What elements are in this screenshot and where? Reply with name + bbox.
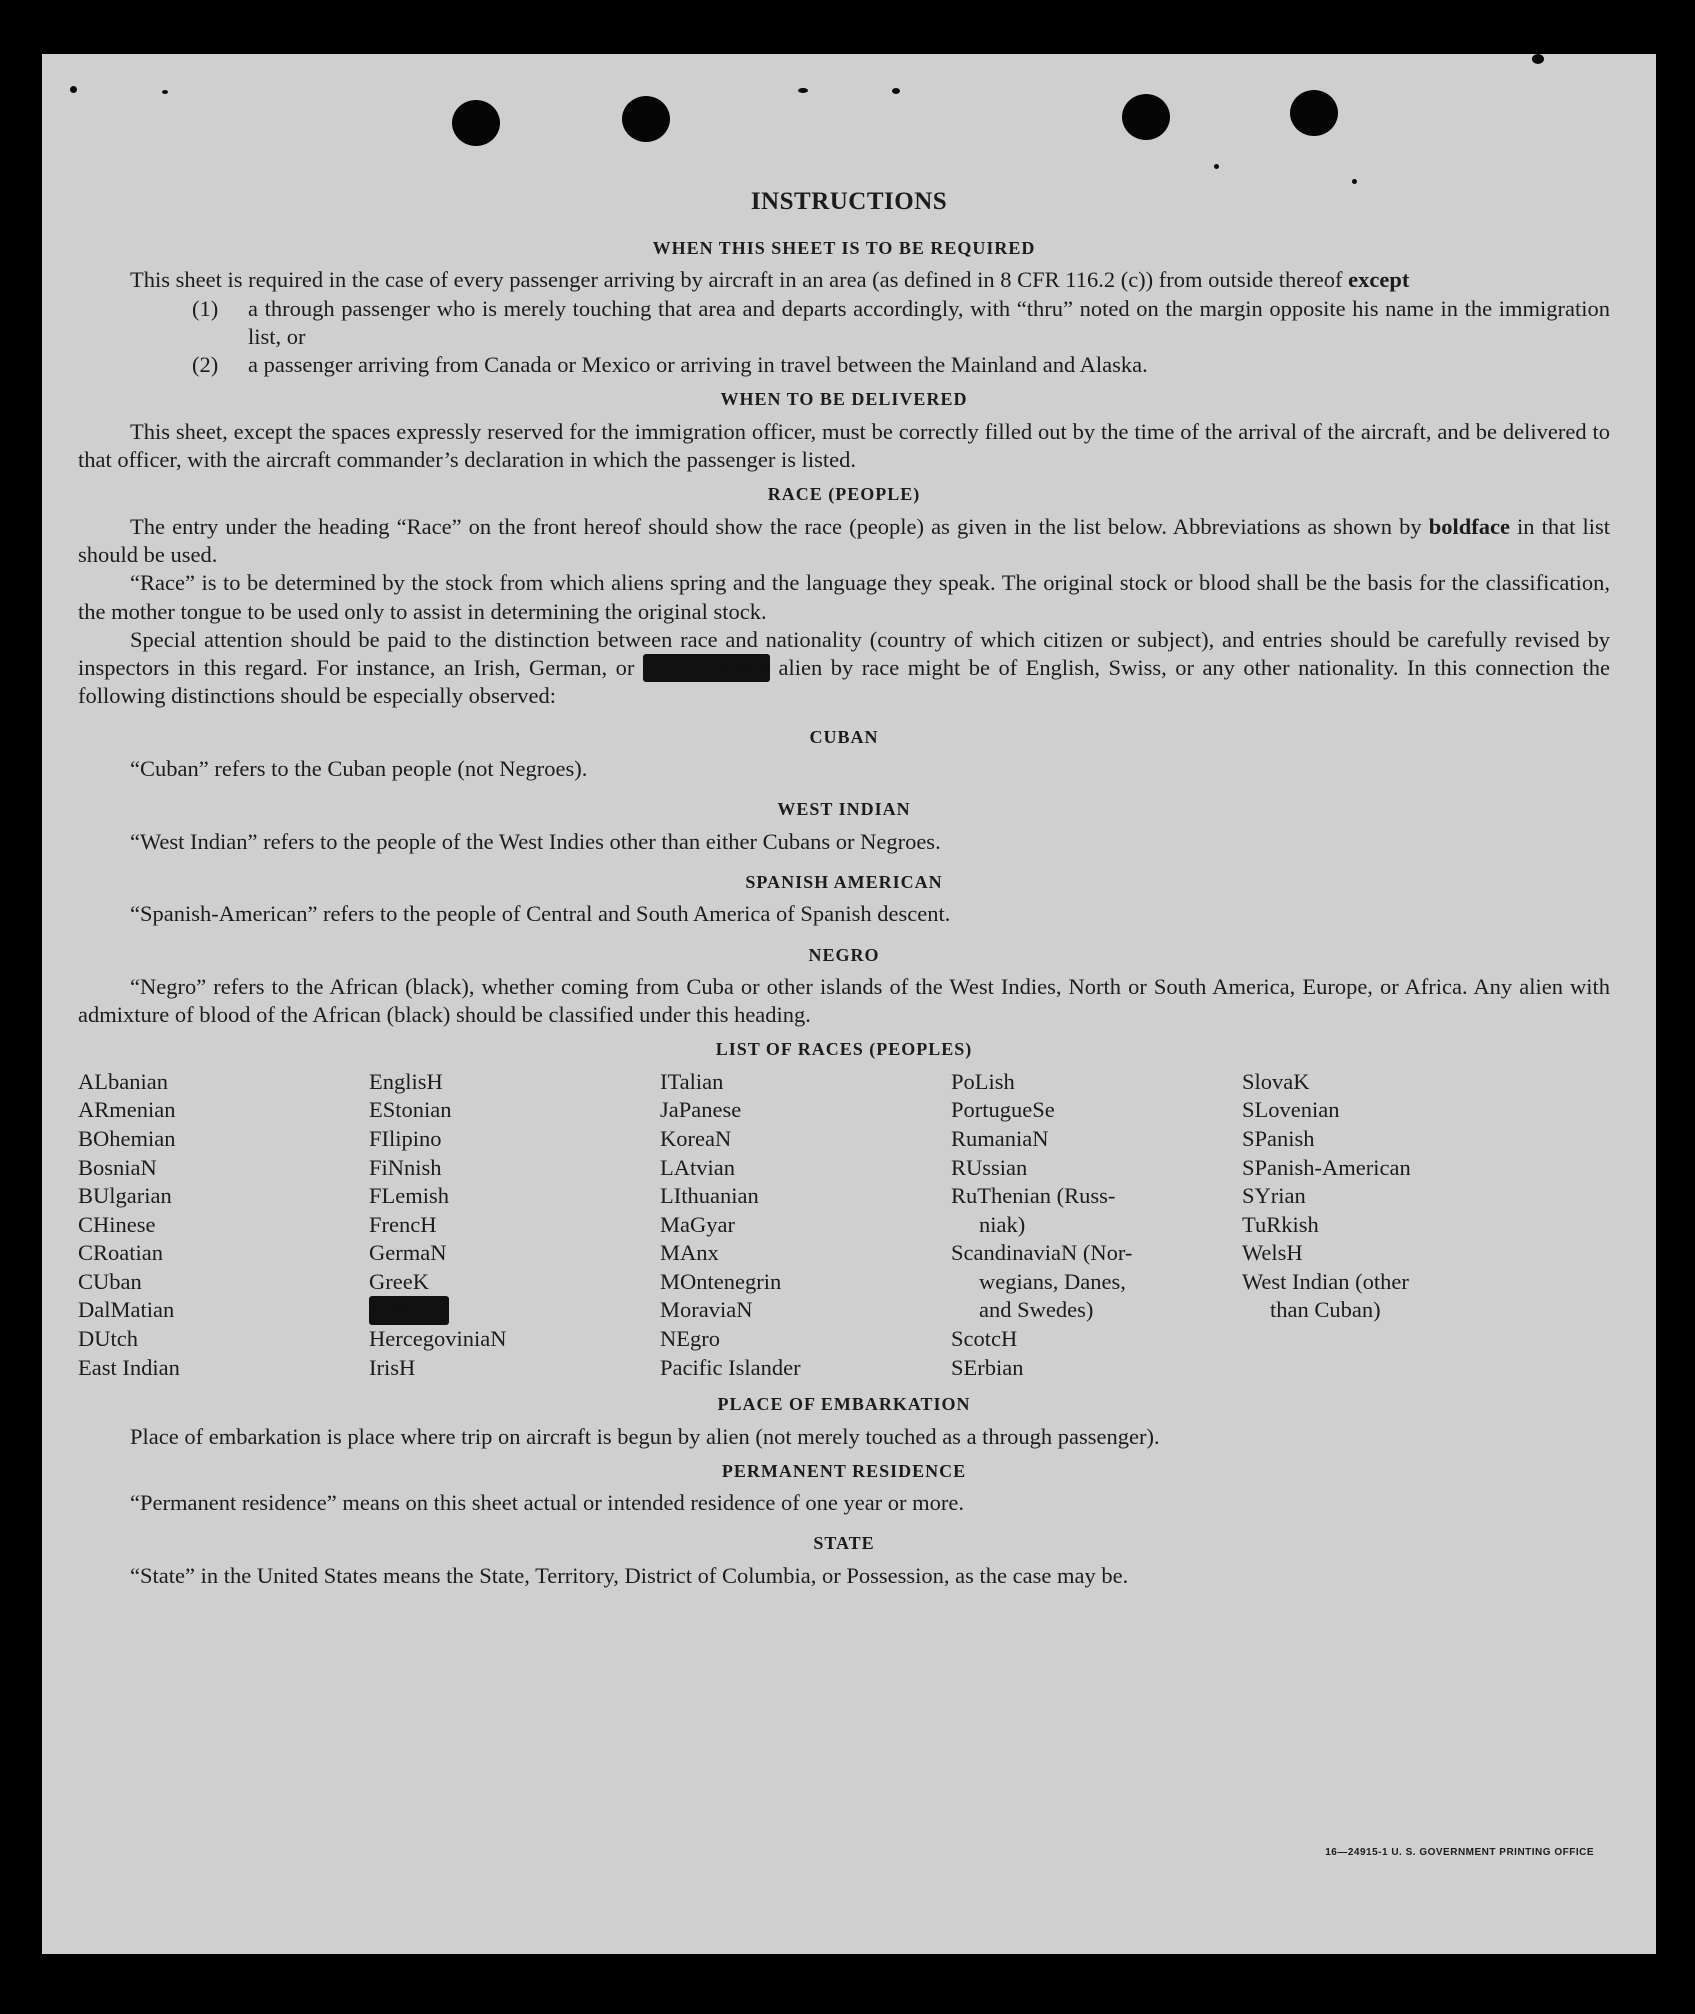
section-heading-spanish-american: SPANISH AMERICAN — [745, 871, 943, 892]
section-heading-required: WHEN THIS SHEET IS TO BE REQUIRED — [652, 238, 1036, 258]
race-list-item: FiNnish — [369, 1154, 442, 1180]
race-list-item: LIthuanian — [660, 1183, 759, 1209]
punch-hole — [1290, 90, 1338, 136]
delivered-text: This sheet, except the spaces expressly reserved for the immigration officer, must be correctly filled out by the time of the arrival of the aircraft, and be delivered to that officer, with the aircraft commander’s declaration in which the passenger is listed. — [78, 418, 1610, 473]
negro-text: “Negro” refers to the African (black), whether coming from Cuba or other islands of the West Indies, North or South America, Europe, or Africa. Any alien with admixture of blood of the African (black) should be classified under this heading. — [78, 973, 1610, 1028]
race-list-item: PortugueSe — [951, 1097, 1055, 1123]
race-list-item: West Indian (other — [1242, 1268, 1409, 1294]
race-list-item: RumaniaN — [951, 1125, 1049, 1151]
race-list-item: KoreaN — [660, 1125, 732, 1151]
race-list-item: SErbian — [951, 1354, 1024, 1380]
cuban-text: “Cuban” refers to the Cuban people (not Negroes). — [130, 756, 588, 782]
race-list-item: FLemish — [369, 1183, 450, 1209]
race-list-item: WelsH — [1242, 1240, 1303, 1266]
speck — [70, 86, 77, 93]
race-list-item: SlovaK — [1242, 1068, 1310, 1094]
race-list-item: than Cuban) — [1270, 1297, 1381, 1323]
speck — [1214, 164, 1219, 169]
races-list — [78, 1068, 1610, 1383]
race-list-item: CHinese — [78, 1211, 156, 1237]
printing-office-code: 16—24915-1 U. S. GOVERNMENT PRINTING OFFICE — [1325, 1847, 1594, 1858]
speck — [1532, 54, 1544, 64]
speck — [892, 88, 900, 94]
exception-item-1: (1) a through passenger who is merely touching that area and departs accordingly, with “thru” noted on the margin opposite his name in the immigration list, or — [192, 295, 1610, 349]
race-list-item: ARmenian — [78, 1097, 176, 1123]
race-list-item: IrisH — [369, 1354, 416, 1380]
race-list-item: ScotcH — [951, 1326, 1018, 1352]
race-list-item: SLovenian — [1242, 1097, 1340, 1123]
race-list-item: MoraviaN — [660, 1297, 753, 1323]
section-heading-races-list: LIST OF RACES (PEOPLES) — [715, 1039, 973, 1060]
race-list-item: RUssian — [951, 1154, 1028, 1180]
race-list-item: NEgro — [660, 1326, 720, 1352]
race-list-item: MaGyar — [660, 1211, 735, 1237]
race-list-item: niak) — [979, 1211, 1026, 1237]
races-column-1 — [78, 1068, 369, 1383]
redacted-word: Hebrew — [643, 654, 770, 682]
race-list-item: DUtch — [78, 1326, 138, 1352]
race-list-item: MAnx — [660, 1240, 719, 1266]
section-heading-cuban: CUBAN — [809, 726, 879, 747]
race-list-item — [369, 1296, 660, 1325]
punch-hole — [622, 96, 670, 142]
race-list-item: ALbanian — [78, 1068, 168, 1094]
punch-hole — [452, 100, 500, 146]
page-title: INSTRUCTIONS — [750, 188, 948, 215]
race-paragraph-3: Special attention should be paid to the distinction between race and nationality (country of which citizen or subject), and entries should be carefully revised by inspectors in this regard. For instance, an Irish, German, or Hebrew alien by race might be of English, Swiss, or any other nationality. In this connection the following distinctions should be especially observed: — [78, 626, 1610, 709]
section-heading-negro: NEGRO — [808, 944, 880, 965]
race-list-item: GermaN — [369, 1240, 447, 1266]
race-list-item: BosniaN — [78, 1154, 157, 1180]
race-list-item: BUlgarian — [78, 1183, 172, 1209]
race-paragraph-1: The entry under the heading “Race” on the front hereof should show the race (people) as given in the list below. Abbreviations as shown by boldface in that list should be used. — [78, 513, 1610, 567]
section-heading-race: RACE (PEOPLE) — [767, 484, 921, 505]
race-list-item: FrencH — [369, 1211, 437, 1237]
race-list-item: DalMatian — [78, 1297, 175, 1323]
section-heading-delivered: WHEN TO BE DELIVERED — [720, 389, 968, 410]
required-intro: This sheet is required in the case of every passenger arriving by aircraft in an area (as defined in 8 CFR 116.2 (c)) from outside thereof except — [130, 267, 1410, 293]
race-paragraph-2: “Race” is to be determined by the stock from which aliens spring and the language they speak. The original stock or blood shall be the basis for the classification, the mother tongue to be used only to assist in determining the original stock. — [78, 570, 1610, 624]
race-list-item: RuThenian (Russ- — [951, 1183, 1116, 1209]
document-page — [42, 54, 1656, 1954]
race-list-item: CRoatian — [78, 1240, 163, 1266]
punch-hole — [1122, 94, 1170, 140]
race-list-item: MOntenegrin — [660, 1268, 782, 1294]
residence-text: “Permanent residence” means on this sheet actual or intended residence of one year or more. — [130, 1490, 965, 1516]
races-column-3 — [660, 1068, 951, 1383]
race-list-item: SYrian — [1242, 1183, 1306, 1209]
speck — [162, 90, 168, 94]
spanish-american-text: “Spanish-American” refers to the people of Central and South America of Spanish descent. — [130, 901, 951, 927]
speck — [1352, 179, 1357, 184]
embarkation-text: Place of embarkation is place where trip on aircraft is begun by alien (not merely touched as a through passenger). — [130, 1423, 1160, 1449]
race-list-item: HercegoviniaN — [369, 1326, 507, 1352]
race-list-item: wegians, Danes, — [979, 1268, 1126, 1294]
race-list-item: ITalian — [660, 1068, 724, 1094]
race-list-item: SPanish-American — [1242, 1154, 1411, 1180]
race-list-item: LAtvian — [660, 1154, 735, 1180]
race-list-item: EStonian — [369, 1097, 452, 1123]
races-column-4 — [951, 1068, 1242, 1383]
races-column-5 — [1242, 1068, 1533, 1383]
races-column-2 — [369, 1068, 660, 1383]
race-list-item: Pacific Islander — [660, 1354, 801, 1380]
race-list-item: and Swedes) — [979, 1297, 1094, 1323]
race-list-item: FIlipino — [369, 1125, 442, 1151]
redacted-word: HebreW — [369, 1296, 449, 1325]
race-list-item: PoLish — [951, 1068, 1015, 1094]
race-list-item: GreeK — [369, 1268, 429, 1294]
state-text: “State” in the United States means the State, Territory, District of Columbia, or Possession, as the case may be. — [130, 1562, 1129, 1588]
section-heading-west-indian: WEST INDIAN — [777, 799, 911, 820]
race-list-item: EnglisH — [369, 1068, 443, 1094]
race-list-item: BOhemian — [78, 1125, 176, 1151]
race-list-item: TuRkish — [1242, 1211, 1319, 1237]
race-list-item: ScandinaviaN (Nor- — [951, 1240, 1133, 1266]
race-list-item: CUban — [78, 1268, 142, 1294]
section-heading-residence: PERMANENT RESIDENCE — [721, 1460, 967, 1481]
race-list-item: SPanish — [1242, 1125, 1315, 1151]
section-heading-embarkation: PLACE OF EMBARKATION — [717, 1394, 971, 1415]
section-heading-state: STATE — [813, 1533, 875, 1554]
instructions-body — [78, 228, 1610, 1590]
exception-item-2: (2) a passenger arriving from Canada or Mexico or arriving in travel between the Mainland and Alaska. — [192, 352, 1148, 378]
race-list-item: East Indian — [78, 1354, 180, 1380]
speck — [798, 88, 808, 93]
race-list-item: JaPanese — [660, 1097, 742, 1123]
west-indian-text: “West Indian” refers to the people of the West Indies other than either Cubans or Negroes. — [130, 828, 941, 854]
